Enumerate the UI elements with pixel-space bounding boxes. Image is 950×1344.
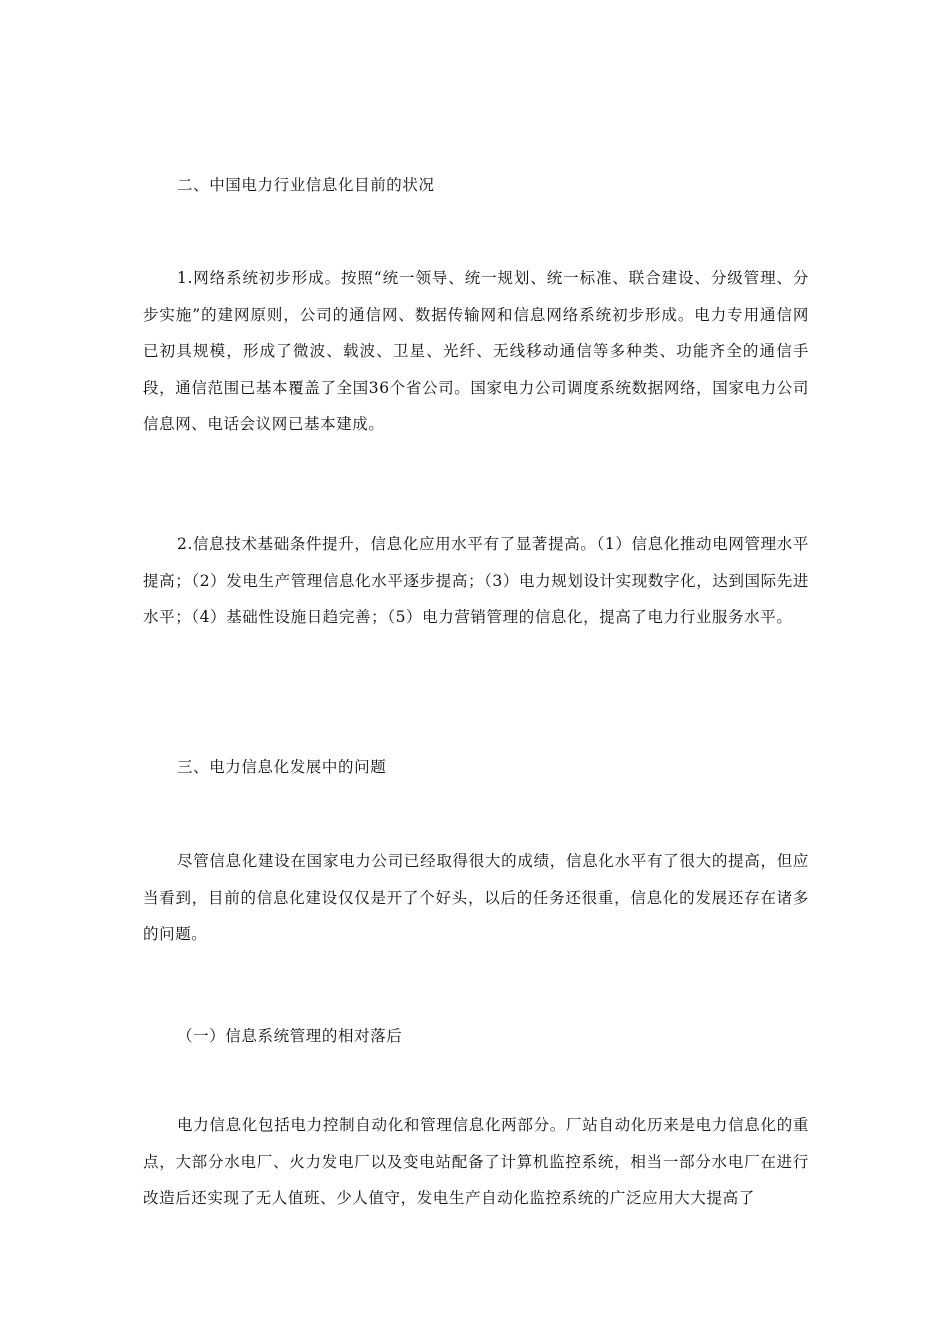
- problems-paragraph: 尽管信息化建设在国家电力公司已经取得很大的成绩，信息化水平有了很大的提高，但应当看到，目前的信息化建设仅仅是开了个好头，以后的任务还很重，信息化的发展还存在诸多的问题。: [143, 852, 809, 943]
- section-3-heading: 三、电力信息化发展中的问题: [177, 758, 387, 776]
- section-2-heading-block: [143, 170, 809, 200]
- subsection-1-heading: （一）信息系统管理的相对落后: [177, 1027, 403, 1045]
- section-2-heading: 二、中国电力行业信息化目前的状况: [177, 176, 435, 194]
- section-3-heading-block: [143, 752, 809, 782]
- tech-paragraph-block: [143, 526, 809, 636]
- subsection-1-heading-block: [143, 1021, 809, 1051]
- automation-paragraph: 电力信息化包括电力控制自动化和管理信息化两部分。厂站自动化历来是电力信息化的重点，大部分水电厂、火力发电厂以及变电站配备了计算机监控系统，相当一部分水电厂在进行改造后还实现了无人值班、少人值守，发电生产自动化监控系统的广泛应用大大提高了: [143, 1116, 809, 1207]
- automation-paragraph-block: [143, 1107, 809, 1217]
- problems-paragraph-block: [143, 843, 809, 953]
- network-paragraph: 1.网络系统初步形成。按照“统一领导、统一规划、统一标准、联合建设、分级管理、分步实施”的建网原则，公司的通信网、数据传输网和信息网络系统初步形成。电力专用通信网已初具规模，形成了微波、载波、卫星、光纤、无线移动通信等多种类、功能齐全的通信手段，通信范围已基本覆盖了全国36个省公司。国家电力公司调度系统数据网络，国家电力公司信息网、电话会议网已基本建成。: [143, 269, 809, 433]
- network-paragraph-block: [143, 260, 809, 443]
- tech-paragraph: 2.信息技术基础条件提升，信息化应用水平有了显著提高。（1）信息化推动电网管理水平提高；（2）发电生产管理信息化水平逐步提高；（3）电力规划设计实现数字化，达到国际先进水平；（4）基础性设施日趋完善；（5）电力营销管理的信息化，提高了电力行业服务水平。: [143, 535, 809, 626]
